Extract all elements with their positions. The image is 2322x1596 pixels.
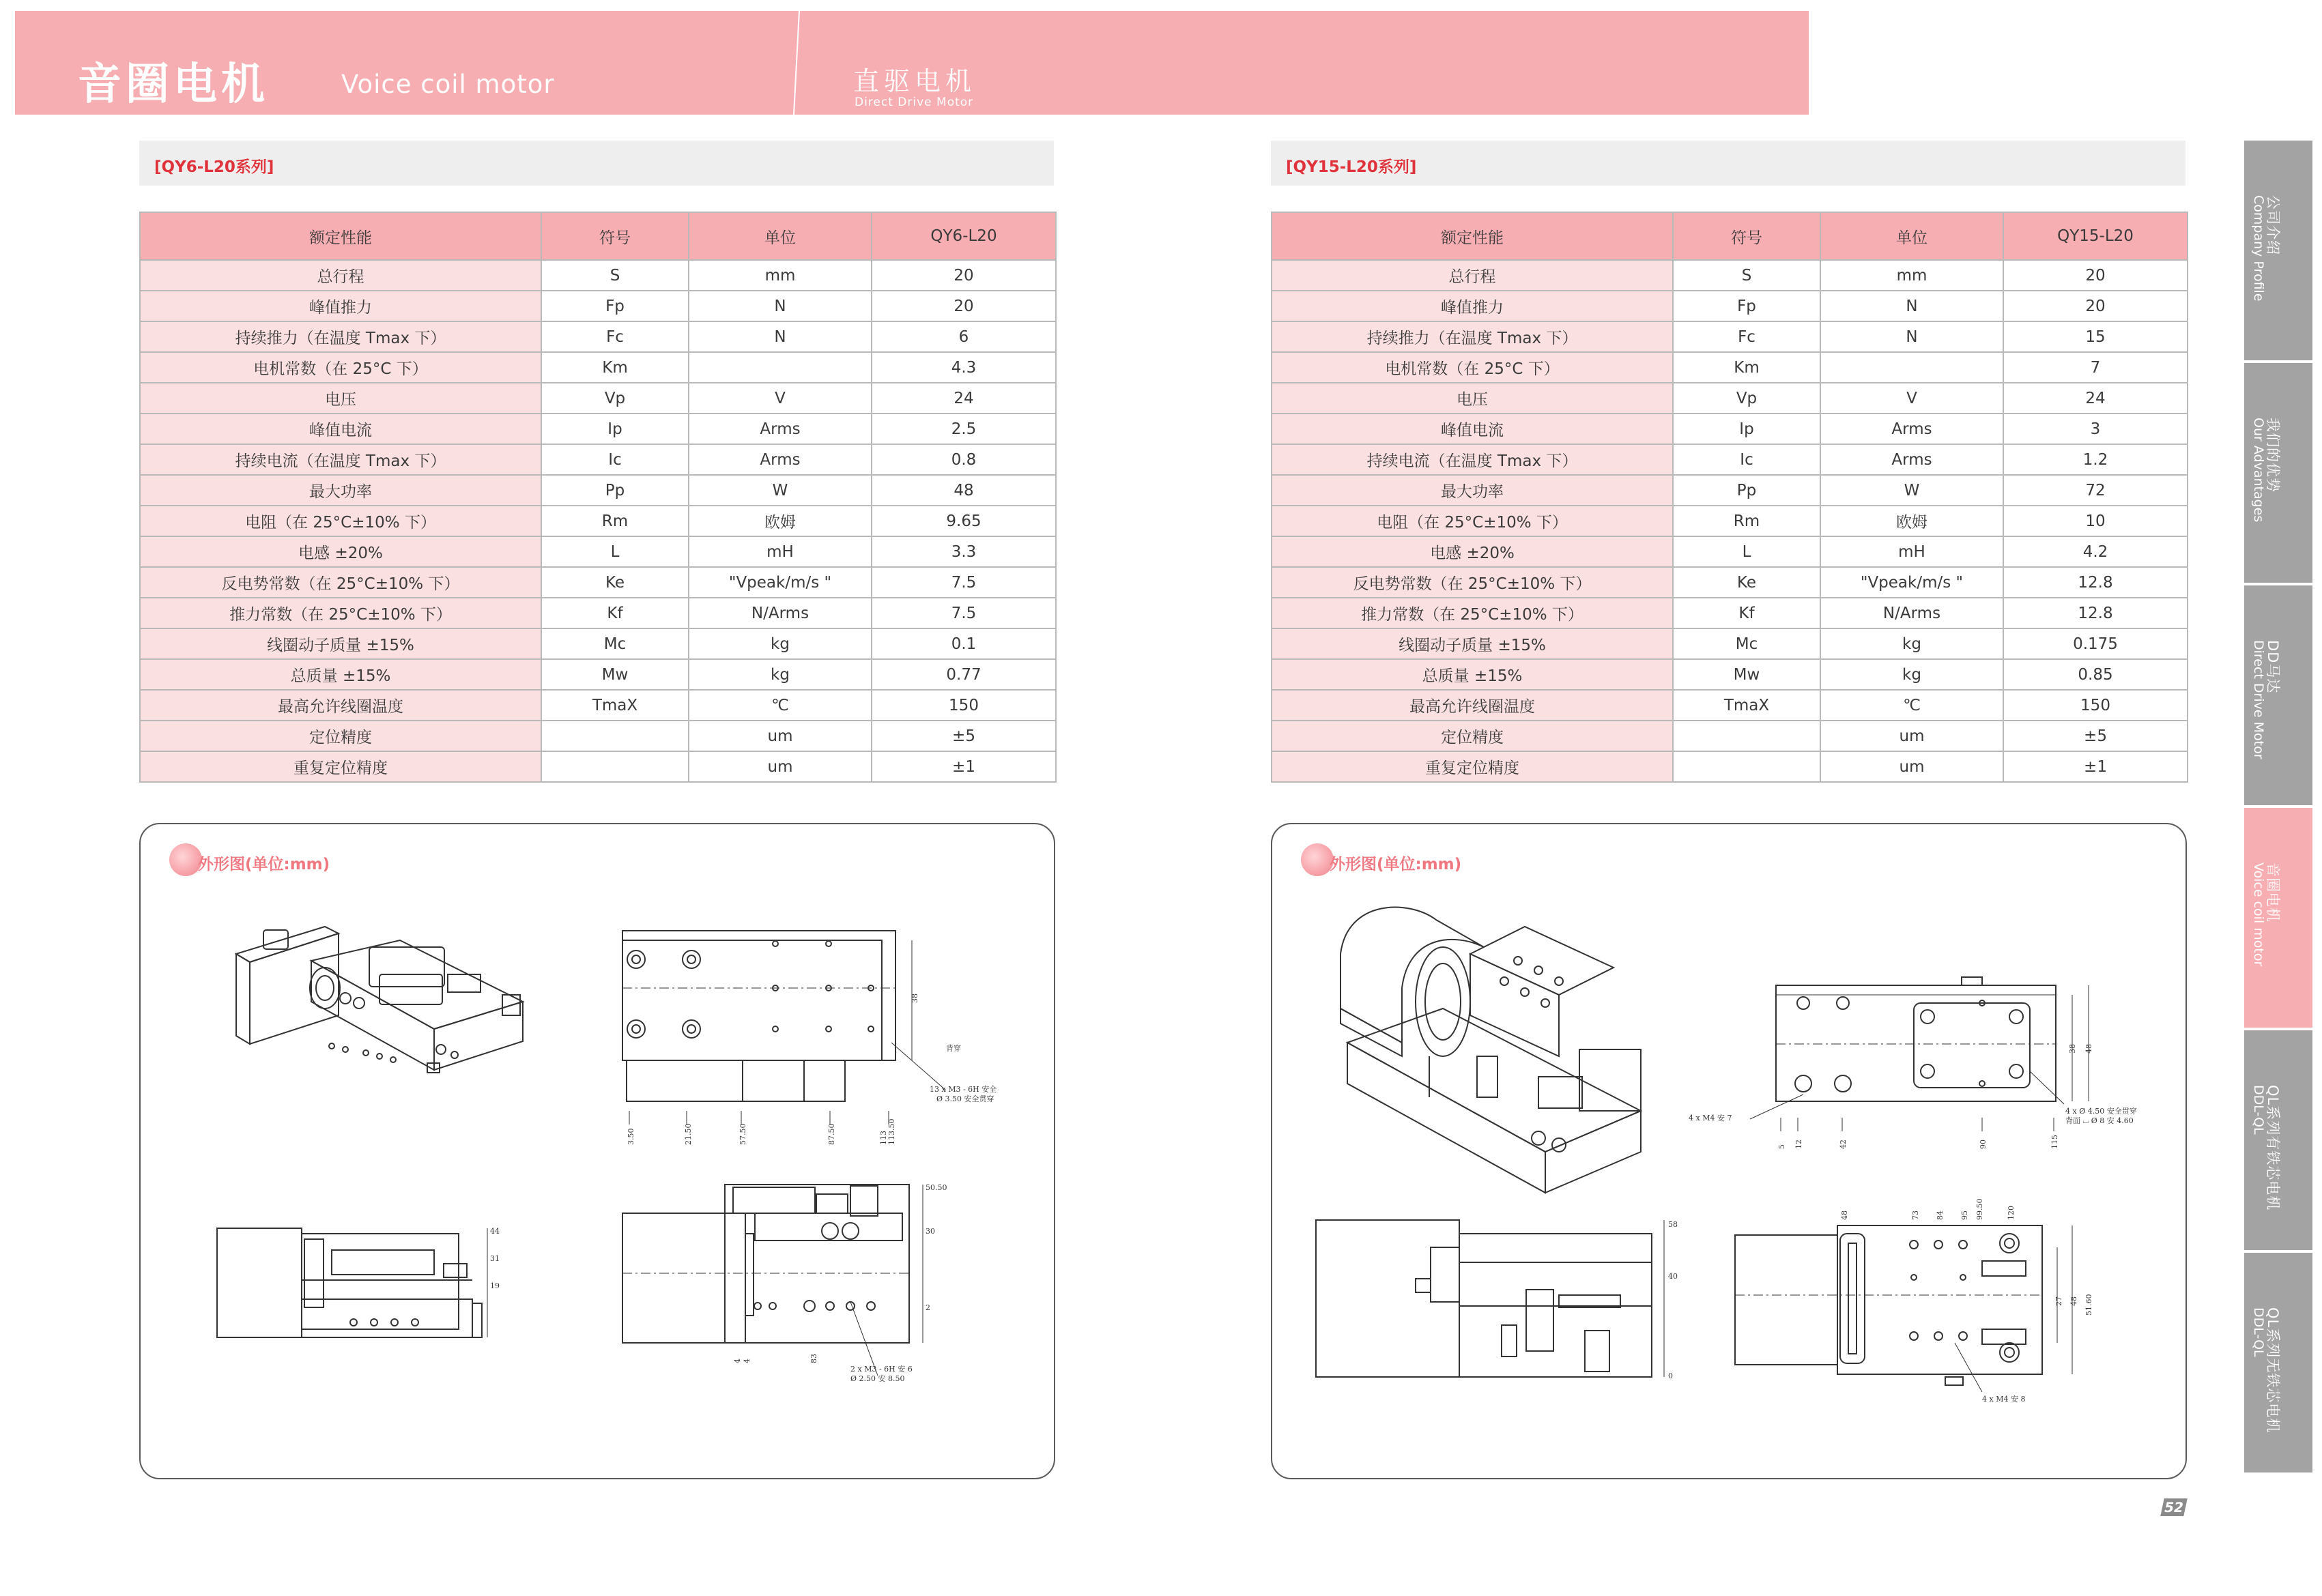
param-name: 电阻（在 25°C±10% 下）	[140, 506, 541, 536]
note-text: 背穿	[946, 1044, 961, 1053]
param-name: 持续电流（在温度 Tmax 下）	[1272, 444, 1673, 475]
value-cell: ±5	[2003, 721, 2188, 751]
unit-cell: Arms	[1820, 444, 2003, 475]
side-tab-4[interactable]	[2244, 808, 2312, 1028]
series-label: [QY6-L20系列]	[154, 158, 274, 176]
table-row	[1272, 628, 2188, 659]
param-name: 电感 ±20%	[140, 536, 541, 567]
unit-cell: V	[1820, 383, 2003, 413]
value-cell: 0.8	[872, 444, 1056, 475]
unit-cell: Arms	[689, 413, 872, 444]
technical-drawing	[1272, 824, 2185, 1478]
value-cell: 12.8	[2003, 598, 2188, 628]
side-tab-text	[2244, 1030, 2312, 1250]
param-name: 最高允许线圈温度	[1272, 690, 1673, 721]
dim-label: 3.50	[627, 1128, 635, 1145]
param-name: 峰值电流	[1272, 413, 1673, 444]
value-cell: 20	[872, 291, 1056, 321]
table-row	[140, 475, 1056, 506]
table-row	[1272, 444, 2188, 475]
side-tab-label-en: DDL-QL	[2251, 1307, 2266, 1357]
dim-label: 113	[879, 1131, 888, 1145]
param-name: 电阻（在 25°C±10% 下）	[1272, 506, 1673, 536]
column-header: 额定性能	[140, 212, 541, 260]
table-row	[1272, 260, 2188, 291]
dim-label: 21.50	[684, 1123, 693, 1145]
side-tab-label-en: Our Advantages	[2251, 418, 2266, 523]
unit-cell: mm	[1820, 260, 2003, 291]
side-tab-label-en: Company Profile	[2251, 195, 2266, 302]
column-header: QY6-L20	[872, 212, 1056, 260]
note-text: Ø 2.50 安 8.50	[850, 1374, 905, 1383]
symbol-cell: L	[541, 536, 689, 567]
symbol-cell: Mw	[541, 659, 689, 690]
dim-label: 19	[490, 1281, 500, 1290]
side-tab-label-cn: 我们的优势	[2265, 418, 2281, 493]
dim-label: 58	[1668, 1220, 1678, 1229]
unit-cell: W	[1820, 475, 2003, 506]
value-cell: 150	[872, 690, 1056, 721]
unit-cell: Arms	[689, 444, 872, 475]
symbol-cell: Vp	[1673, 383, 1820, 413]
column-header: 单位	[1820, 212, 2003, 260]
param-name: 重复定位精度	[140, 751, 541, 782]
param-name: 最大功率	[140, 475, 541, 506]
column-header: 符号	[1673, 212, 1820, 260]
technical-drawing	[141, 824, 1054, 1478]
side-tab-label-cn: QL系列无铁芯电机	[2265, 1307, 2281, 1434]
side-tab-text	[2244, 585, 2312, 805]
value-cell: ±5	[872, 721, 1056, 751]
symbol-cell: Fc	[541, 321, 689, 352]
symbol-cell: Mw	[1673, 659, 1820, 690]
value-cell: 48	[872, 475, 1056, 506]
dim-label: 48	[1840, 1210, 1849, 1220]
symbol-cell: Ip	[1673, 413, 1820, 444]
value-cell: 0.85	[2003, 659, 2188, 690]
symbol-cell: Rm	[1673, 506, 1820, 536]
param-name: 最高允许线圈温度	[140, 690, 541, 721]
table-row	[140, 321, 1056, 352]
note-text: 背面 ⌴ Ø 8 安 4.60	[2065, 1116, 2134, 1125]
value-cell: 4.3	[872, 352, 1056, 383]
side-tab-label-cn: DD马达	[2265, 640, 2281, 694]
symbol-cell	[541, 751, 689, 782]
symbol-cell: Kf	[541, 598, 689, 628]
table-row	[1272, 352, 2188, 383]
dim-label: 115	[2050, 1135, 2059, 1149]
symbol-cell	[1673, 751, 1820, 782]
unit-cell: mm	[689, 260, 872, 291]
table-row	[140, 444, 1056, 475]
dim-label: 30	[926, 1227, 935, 1236]
dim-label: 27	[2054, 1296, 2063, 1306]
param-name: 推力常数（在 25°C±10% 下）	[1272, 598, 1673, 628]
param-name: 反电势常数（在 25°C±10% 下）	[1272, 567, 1673, 598]
banner-divider	[793, 11, 800, 115]
unit-cell: N	[689, 291, 872, 321]
table-row	[1272, 659, 2188, 690]
unit-cell: N/Arms	[689, 598, 872, 628]
param-name: 峰值电流	[140, 413, 541, 444]
param-name: 电压	[140, 383, 541, 413]
value-cell: 20	[2003, 291, 2188, 321]
value-cell: 9.65	[872, 506, 1056, 536]
unit-cell: N	[689, 321, 872, 352]
dim-label: 73	[1911, 1210, 1920, 1220]
table-row	[1272, 690, 2188, 721]
param-name: 峰值推力	[140, 291, 541, 321]
page-title-cn: 音圈电机	[78, 59, 269, 110]
dim-label: 84	[1936, 1210, 1945, 1220]
side-tab-label-cn: 公司介绍	[2265, 195, 2281, 255]
table-row	[1272, 291, 2188, 321]
symbol-cell: TmaX	[541, 690, 689, 721]
header-banner	[15, 11, 1809, 115]
value-cell: 7	[2003, 352, 2188, 383]
page-number: 52	[2160, 1498, 2188, 1516]
param-name: 持续电流（在温度 Tmax 下）	[140, 444, 541, 475]
dim-label: 12	[1794, 1140, 1803, 1149]
symbol-cell: Ip	[541, 413, 689, 444]
dim-label: 4	[743, 1359, 751, 1363]
symbol-cell: Mc	[541, 628, 689, 659]
value-cell: 72	[2003, 475, 2188, 506]
side-tab-label-cn: QL系列有铁芯电机	[2265, 1085, 2281, 1211]
unit-cell: um	[689, 721, 872, 751]
top-view	[622, 931, 946, 1125]
side-tab-label-en: Direct Drive Motor	[2251, 640, 2266, 759]
value-cell: 7.5	[872, 567, 1056, 598]
param-name: 总行程	[1272, 260, 1673, 291]
symbol-cell: Fc	[1673, 321, 1820, 352]
param-name: 电机常数（在 25°C 下）	[140, 352, 541, 383]
unit-cell: W	[689, 475, 872, 506]
unit-cell: ℃	[1820, 690, 2003, 721]
table-row	[1272, 721, 2188, 751]
table-header-row	[1272, 212, 2188, 260]
spec-table-qy15	[1271, 212, 2188, 783]
param-name: 总质量 ±15%	[140, 659, 541, 690]
dim-label: 83	[809, 1354, 818, 1363]
unit-cell: kg	[689, 628, 872, 659]
dim-label: 120	[2007, 1206, 2016, 1220]
table-row	[140, 536, 1056, 567]
table-row	[140, 291, 1056, 321]
dim-label: 113.50	[887, 1118, 896, 1145]
table-row	[1272, 413, 2188, 444]
symbol-cell: Mc	[1673, 628, 1820, 659]
table-row	[1272, 321, 2188, 352]
symbol-cell: L	[1673, 536, 1820, 567]
section-title-cn: 直驱电机	[853, 66, 977, 96]
side-nav	[2244, 141, 2314, 1475]
side-tab-text	[2244, 808, 2312, 1028]
table-row	[1272, 567, 2188, 598]
unit-cell: "Vpeak/m/s "	[1820, 567, 2003, 598]
side-tab-2[interactable]	[2244, 363, 2312, 583]
unit-cell: mH	[689, 536, 872, 567]
side-tab-label-cn: 音圈电机	[2265, 862, 2281, 923]
symbol-cell: Ke	[1673, 567, 1820, 598]
table-row	[140, 506, 1056, 536]
value-cell: 3.3	[872, 536, 1056, 567]
unit-cell: um	[1820, 721, 2003, 751]
param-name: 总行程	[140, 260, 541, 291]
value-cell: 0.1	[872, 628, 1056, 659]
table-row	[140, 690, 1056, 721]
top-view	[1750, 977, 2089, 1131]
unit-cell: mH	[1820, 536, 2003, 567]
side-tab-label-en: DDL-QL	[2251, 1085, 2266, 1135]
value-cell: 7.5	[872, 598, 1056, 628]
dim-label: 4	[733, 1359, 742, 1363]
table-row	[140, 352, 1056, 383]
column-header: 符号	[541, 212, 689, 260]
symbol-cell: Km	[541, 352, 689, 383]
param-name: 最大功率	[1272, 475, 1673, 506]
unit-cell: N	[1820, 321, 2003, 352]
symbol-cell: Rm	[541, 506, 689, 536]
column-header: QY15-L20	[2003, 212, 2188, 260]
dim-label: 48	[2069, 1296, 2078, 1306]
table-row	[140, 598, 1056, 628]
side-tab-1[interactable]	[2244, 141, 2312, 360]
table-row	[1272, 536, 2188, 567]
dim-label: 95	[1960, 1210, 1969, 1220]
symbol-cell: Fp	[1673, 291, 1820, 321]
dim-label: 38	[911, 993, 919, 1003]
param-name: 电感 ±20%	[1272, 536, 1673, 567]
dim-label: 2	[926, 1303, 930, 1312]
value-cell: 20	[2003, 260, 2188, 291]
dim-label: 51.60	[2084, 1294, 2093, 1316]
drawing-heading-text: 外形图(单位:mm)	[198, 856, 330, 873]
dim-label: 44	[490, 1227, 500, 1236]
series-heading-qy6	[139, 141, 1054, 186]
table-row	[140, 260, 1056, 291]
value-cell: 4.2	[2003, 536, 2188, 567]
outline-drawing-qy6	[139, 823, 1055, 1479]
value-cell: 10	[2003, 506, 2188, 536]
value-cell: ±1	[872, 751, 1056, 782]
value-cell: 3	[2003, 413, 2188, 444]
value-cell: 0.77	[872, 659, 1056, 690]
symbol-cell: Km	[1673, 352, 1820, 383]
table-row	[1272, 475, 2188, 506]
section-title-en: Direct Drive Motor	[855, 96, 974, 109]
param-name: 总质量 ±15%	[1272, 659, 1673, 690]
symbol-cell: S	[1673, 260, 1820, 291]
value-cell: 2.5	[872, 413, 1056, 444]
table-row	[1272, 598, 2188, 628]
dim-label: 87.50	[827, 1123, 836, 1145]
symbol-cell	[1673, 721, 1820, 751]
symbol-cell: Ic	[541, 444, 689, 475]
value-cell: 15	[2003, 321, 2188, 352]
unit-cell: kg	[1820, 659, 2003, 690]
param-name: 定位精度	[1272, 721, 1673, 751]
dim-label: 42	[1839, 1140, 1848, 1149]
table-header-row	[140, 212, 1056, 260]
param-name: 反电势常数（在 25°C±10% 下）	[140, 567, 541, 598]
side-tab-5[interactable]	[2244, 1030, 2312, 1250]
param-name: 重复定位精度	[1272, 751, 1673, 782]
dim-label: 31	[490, 1254, 500, 1263]
dim-label: 99.50	[1975, 1198, 1984, 1220]
unit-cell: kg	[1820, 628, 2003, 659]
unit-cell	[1820, 352, 2003, 383]
side-tab-text	[2244, 363, 2312, 583]
series-heading-qy15	[1271, 141, 2185, 186]
param-name: 定位精度	[140, 721, 541, 751]
symbol-cell: Ic	[1673, 444, 1820, 475]
symbol-cell: Pp	[1673, 475, 1820, 506]
table-row	[1272, 751, 2188, 782]
dim-label: 38	[2068, 1044, 2077, 1054]
isometric-view	[1341, 908, 1641, 1193]
symbol-cell: Fp	[541, 291, 689, 321]
value-cell: 24	[872, 383, 1056, 413]
dim-label: 48	[2084, 1044, 2093, 1054]
series-label: [QY15-L20系列]	[1286, 158, 1417, 176]
dim-label: 90	[1979, 1140, 1988, 1149]
param-name: 电机常数（在 25°C 下）	[1272, 352, 1673, 383]
value-cell: 12.8	[2003, 567, 2188, 598]
table-row	[140, 567, 1056, 598]
value-cell: ±1	[2003, 751, 2188, 782]
note-text: 2 x M3 - 6H 安 6	[850, 1365, 913, 1374]
unit-cell: ℃	[689, 690, 872, 721]
outline-drawing-qy15	[1271, 823, 2187, 1479]
unit-cell: "Vpeak/m/s "	[689, 567, 872, 598]
side-tab-3[interactable]	[2244, 585, 2312, 805]
unit-cell: V	[689, 383, 872, 413]
param-name: 线圈动子质量 ±15%	[1272, 628, 1673, 659]
front-view	[1735, 1225, 2072, 1392]
symbol-cell: TmaX	[1673, 690, 1820, 721]
unit-cell: N	[1820, 291, 2003, 321]
table-row	[140, 383, 1056, 413]
dim-label: 40	[1668, 1272, 1678, 1281]
param-name: 推力常数（在 25°C±10% 下）	[140, 598, 541, 628]
param-name: 峰值推力	[1272, 291, 1673, 321]
column-header: 额定性能	[1272, 212, 1673, 260]
page-title-en: Voice coil motor	[341, 70, 555, 99]
drawing-heading-text: 外形图(单位:mm)	[1330, 856, 1462, 873]
value-cell: 0.175	[2003, 628, 2188, 659]
value-cell: 150	[2003, 690, 2188, 721]
unit-cell: kg	[689, 659, 872, 690]
note-text: 4 x M4 安 8	[1982, 1395, 2026, 1404]
table-row	[140, 413, 1056, 444]
param-name: 持续推力（在温度 Tmax 下）	[1272, 321, 1673, 352]
unit-cell: Arms	[1820, 413, 2003, 444]
side-tab-6[interactable]	[2244, 1253, 2312, 1472]
param-name: 持续推力（在温度 Tmax 下）	[140, 321, 541, 352]
symbol-cell: Kf	[1673, 598, 1820, 628]
column-header: 单位	[689, 212, 872, 260]
front-view	[622, 1185, 923, 1376]
note-text: 4 x Ø 4.50 安全贯穿	[2065, 1107, 2137, 1116]
side-tab-label-en: Voice coil motor	[2251, 862, 2266, 967]
symbol-cell: S	[541, 260, 689, 291]
spec-table-qy6	[139, 212, 1057, 783]
table-row	[140, 721, 1056, 751]
table-row	[140, 628, 1056, 659]
side-tab-text	[2244, 141, 2312, 360]
dim-label: 0	[1668, 1372, 1673, 1380]
dim-label: 50.50	[926, 1183, 947, 1192]
dim-label: 57.50	[739, 1123, 747, 1145]
note-text: Ø 3.50 安全贯穿	[936, 1094, 994, 1103]
value-cell: 1.2	[2003, 444, 2188, 475]
unit-cell: 欧姆	[689, 506, 872, 536]
isometric-view	[236, 927, 523, 1073]
value-cell: 6	[872, 321, 1056, 352]
dim-label: 5	[1777, 1144, 1786, 1149]
symbol-cell: Pp	[541, 475, 689, 506]
unit-cell	[689, 352, 872, 383]
side-view	[1316, 1220, 1664, 1377]
param-name: 电压	[1272, 383, 1673, 413]
table-row	[1272, 506, 2188, 536]
table-row	[140, 659, 1056, 690]
value-cell: 24	[2003, 383, 2188, 413]
note-text: 13 x M3 - 6H 安全	[930, 1085, 997, 1094]
unit-cell: um	[689, 751, 872, 782]
unit-cell: 欧姆	[1820, 506, 2003, 536]
param-name: 线圈动子质量 ±15%	[140, 628, 541, 659]
value-cell: 20	[872, 260, 1056, 291]
side-tab-text	[2244, 1253, 2312, 1472]
table-row	[140, 751, 1056, 782]
table-row	[1272, 383, 2188, 413]
note-text: 4 x M4 安 7	[1689, 1114, 1732, 1122]
side-view	[217, 1228, 487, 1337]
unit-cell: N/Arms	[1820, 598, 2003, 628]
symbol-cell: Ke	[541, 567, 689, 598]
symbol-cell	[541, 721, 689, 751]
unit-cell: um	[1820, 751, 2003, 782]
symbol-cell: Vp	[541, 383, 689, 413]
